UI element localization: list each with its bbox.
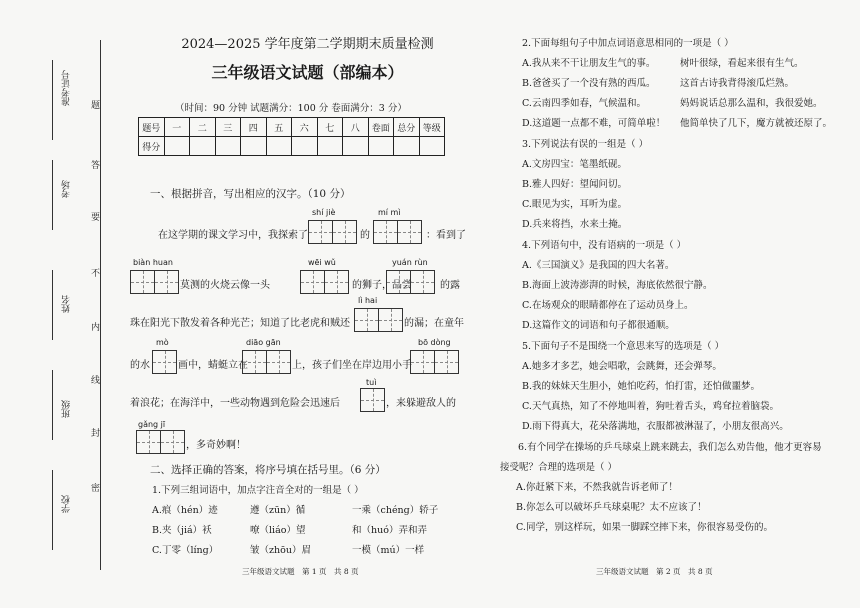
score-cell[interactable] [343, 137, 369, 156]
q1-option: 一乘（chéng）轿子 [352, 505, 439, 516]
label-kc: 考场 [62, 180, 72, 198]
para-text: ，来躲避敌人的 [386, 398, 456, 409]
q4-option: A.《三国演义》是我国的四大名著。 [522, 260, 675, 271]
tianzi-box[interactable] [152, 350, 176, 374]
score-header: 八 [343, 118, 369, 137]
q2-option: 他简单快了几下，魔方就被还原了。 [680, 118, 833, 129]
exam-title: 2024—2025 学年度第二学期期末质量检测 [181, 37, 434, 52]
q5-option: B.我的妹妹天生胆小，她怕吃药，怕打雷，还怕做噩梦。 [522, 381, 761, 392]
seal-char: 密 [89, 483, 99, 492]
q2-option: D.这道题一点都不难，可简单啦！ [522, 118, 666, 129]
tianzi-box[interactable] [130, 270, 178, 294]
q3-option: A.文房四宝：笔墨纸砚。 [522, 159, 627, 170]
para-text: ：看到了 [426, 230, 466, 241]
score-header: 七 [317, 118, 343, 137]
footer-left: 三年级语文试题 第 1 页 共 8 页 [242, 567, 359, 576]
score-cell[interactable] [215, 137, 241, 156]
tianzi-box[interactable] [300, 270, 348, 294]
tianzi-box[interactable] [360, 388, 384, 412]
score-header: 卷面 [368, 118, 394, 137]
label-zkzh: 准考证号 [62, 70, 72, 106]
score-header: 总分 [394, 118, 420, 137]
q4-option: B.海面上波涛澎湃的时候，海底依然很宁静。 [522, 280, 713, 291]
footer-right: 三年级语文试题 第 2 页 共 8 页 [596, 567, 713, 576]
pinyin-label: tuì [366, 378, 377, 387]
pinyin-label: lì hai [358, 296, 378, 305]
score-cell[interactable] [190, 137, 216, 156]
pinyin-label: wēi wǔ [308, 258, 336, 267]
q2-option: 妈妈说话总那么温和，我很爱她。 [680, 98, 823, 109]
seal-char: 线 [89, 375, 99, 384]
tianzi-box[interactable] [354, 308, 402, 332]
score-header: 四 [241, 118, 267, 137]
q6-option: C.同学，别这样玩，如果一脚踩空摔下来，你很容易受伤的。 [516, 522, 773, 533]
score-header: 二 [190, 118, 216, 137]
pinyin-label: biàn huan [133, 258, 173, 267]
score-cell[interactable] [394, 137, 420, 156]
para-text: 的露 [440, 280, 460, 291]
para-text: 的 [360, 230, 370, 241]
pinyin-label: yuán rùn [392, 258, 428, 267]
q2-option: 这首古诗我背得滚瓜烂熟。 [680, 78, 795, 89]
q3-option: B.雅人四好：望闻问切。 [522, 179, 628, 190]
tianzi-box[interactable] [242, 350, 290, 374]
seal-char: 要 [89, 212, 99, 221]
score-cell[interactable] [419, 137, 445, 156]
seal-char: 题 [89, 100, 99, 109]
score-cell[interactable] [368, 137, 394, 156]
q3-option: D.兵来将挡，水来土掩。 [522, 219, 628, 230]
q6-option: B.你怎么可以破坏乒乓球桌呢？太不应该了！ [516, 502, 707, 513]
pinyin-label: bō dòng [418, 338, 451, 347]
question-3: 3.下列说法有误的一组是（ ） [522, 139, 649, 150]
seal-char: 内 [89, 322, 99, 331]
q6-option: A.你赶紧下来，不然我就告诉老师了！ [516, 482, 678, 493]
score-cell[interactable] [164, 137, 190, 156]
para-text: 画中，蜻蜓立在 [178, 360, 248, 371]
score-header: 三 [215, 118, 241, 137]
question-2: 2.下面每组句子中加点词语意思相同的一项是（ ） [522, 38, 734, 49]
label-bj: 班级 [62, 400, 72, 418]
binding-margin [0, 0, 125, 608]
seal-char: 答 [89, 160, 99, 169]
score-header: 等级 [419, 118, 445, 137]
answer-line [52, 60, 53, 140]
score-table [138, 117, 445, 156]
q5-option: D.雨下得真大，花朵落满地，衣服都被淋湿了，小朋友很高兴。 [522, 421, 789, 432]
pinyin-label: mò [156, 338, 169, 347]
section2-heading: 二、选择正确的答案，将序号填在括号里。（6 分） [150, 464, 386, 476]
para-text: 着浪花；在海洋中，一些动物遇到危险会迅速后 [130, 398, 340, 409]
exam-meta: （时间：90 分钟 试题满分：100 分 卷面满分：3 分） [175, 103, 407, 114]
para-text: 珠在阳光下散发着各种光芒；知道了比老虎和贼还 [130, 318, 350, 329]
para-text: ，多奇妙啊！ [186, 440, 246, 451]
para-text: 莫测的火烧云像一头 [180, 280, 270, 291]
answer-line [52, 270, 53, 340]
q3-option: C.眼见为实，耳听为虚。 [522, 199, 627, 210]
answer-line [52, 470, 53, 550]
question-5: 5.下面句子不是围绕一个意思来写的选项是（ ） [522, 341, 725, 352]
score-header: 一 [164, 118, 190, 137]
score-cell[interactable] [241, 137, 267, 156]
score-header: 题号 [139, 118, 165, 137]
q4-option: D.这篇作文的词语和句子都很通顺。 [522, 320, 675, 331]
tianzi-box[interactable] [373, 220, 421, 244]
q1-option: 皱（zhōu）眉 [250, 545, 311, 556]
tianzi-box[interactable] [136, 430, 184, 454]
q2-option: A.我从来不干让朋友生气的事。 [522, 58, 656, 69]
question-4: 4.下列语句中，没有语病的一项是（ ） [522, 240, 687, 251]
q2-option: B.爸爸买了一个没有熟的西瓜。 [522, 78, 656, 89]
tianzi-box[interactable] [410, 350, 458, 374]
score-cell[interactable] [317, 137, 343, 156]
q2-option: 树叶很绿，看起来很有生气。 [680, 58, 804, 69]
score-header: 五 [266, 118, 292, 137]
q1-option: 嘹（liáo）望 [250, 525, 306, 536]
para-text: 的水 [130, 360, 150, 371]
q1-option: 和（huó）弄和弄 [352, 525, 427, 536]
tianzi-box[interactable] [386, 270, 434, 294]
para-text: 在这学期的课文学习中，我探索了 [158, 230, 308, 241]
pinyin-label: gǎng jī [138, 420, 166, 429]
q1-option: A.痕（hén）迹 [152, 505, 218, 516]
answer-line [52, 160, 53, 230]
label-xx: 学校 [62, 495, 72, 513]
q1-option: 一模（mú）一样 [352, 545, 425, 556]
tianzi-box[interactable] [308, 220, 356, 244]
pinyin-label: diāo gān [246, 338, 281, 347]
q4-option: C.在场观众的眼睛都停在了运动员身上。 [522, 300, 694, 311]
question-6: 6.有个同学在操场的乒乓球桌上跳来跳去，我们怎么劝告他，他才更容易 [518, 442, 822, 453]
q5-option: C.天气真热，知了不停地叫着，狗吐着舌头，鸡耷拉着脑袋。 [522, 401, 779, 412]
score-header: 六 [292, 118, 318, 137]
pinyin-label: mí mì [378, 208, 401, 217]
score-cell[interactable] [266, 137, 292, 156]
question-1: 1.下列三组词语中，加点字注音全对的一组是（ ） [152, 485, 364, 496]
para-text: 上，孩子们坐在岸边用小手 [292, 360, 412, 371]
q1-option: C.丁零（líng） [152, 545, 219, 556]
score-row-label: 得分 [139, 137, 165, 156]
question-6-cont: 接受呢？合理的选项是（ ） [500, 462, 618, 473]
q2-option: C.云南四季如春，气候温和。 [522, 98, 646, 109]
section1-heading: 一、根据拼音，写出相应的汉字。（10 分） [150, 188, 351, 200]
pinyin-label: shí jiè [312, 208, 336, 217]
q5-option: A.她多才多艺，她会唱歌，会跳舞，还会弹琴。 [522, 361, 722, 372]
score-cell[interactable] [292, 137, 318, 156]
seal-char: 封 [89, 428, 99, 437]
seal-char: 不 [89, 268, 99, 277]
q1-option: 遵（zūn）循 [250, 505, 306, 516]
label-xm: 姓名 [62, 295, 72, 313]
answer-line [52, 370, 53, 440]
exam-subtitle: 三年级语文试题（部编本） [211, 63, 404, 82]
para-text: 的漏；在童年 [404, 318, 464, 329]
q1-option: B.夹（jiá）袄 [152, 525, 212, 536]
para-text: 的狮子，品尝 [352, 280, 412, 291]
